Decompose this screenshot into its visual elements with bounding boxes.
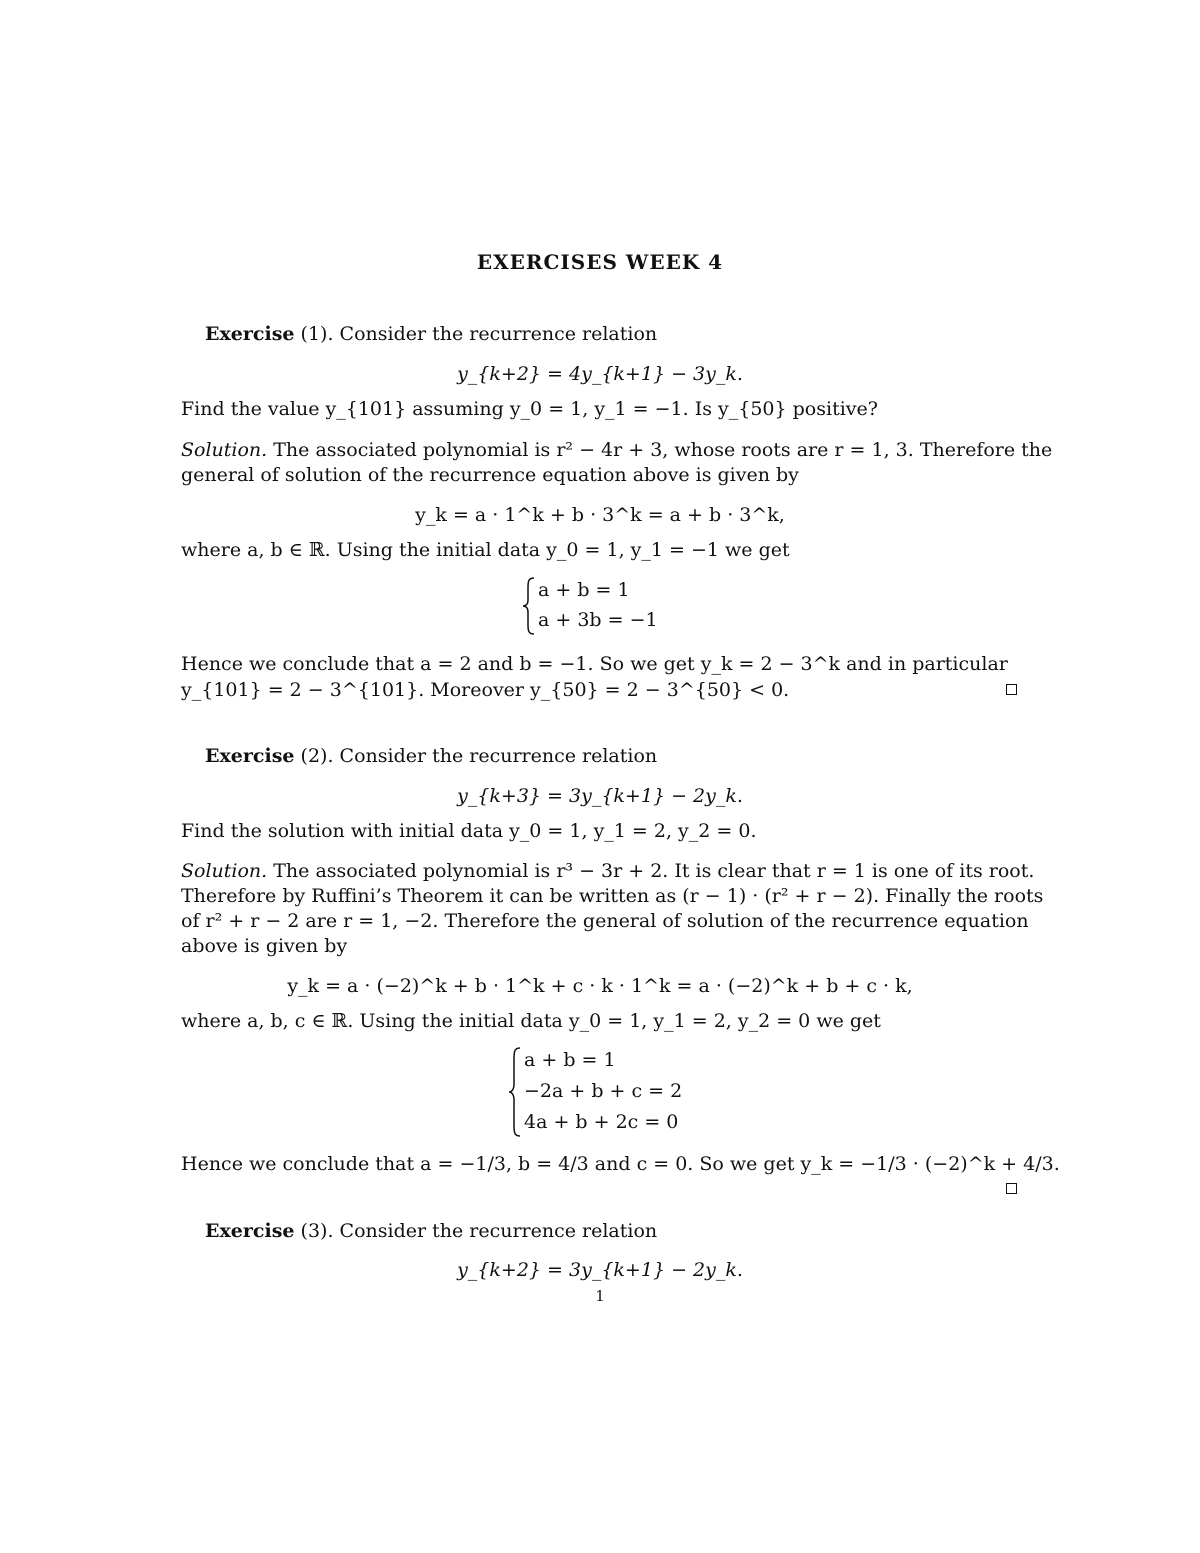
exercise-2-where: where a, b, c ∈ ℝ. Using the initial data y_0 = 1, y_1 = 2, y_2 = 0 we get (181, 1010, 881, 1032)
exercise-2-system (508, 1046, 708, 1138)
page-title: EXERCISES WEEK 4 (476, 250, 724, 274)
system-equation: 4a + b + 2c = 0 (524, 1111, 679, 1133)
qed-square-icon (1006, 1183, 1017, 1194)
system-equation: −2a + b + c = 2 (524, 1080, 683, 1102)
qed-square-icon (1006, 684, 1017, 695)
exercise-2-solution-line-3: of r² + r − 2 are r = 1, −2. Therefore the general of solution of the recurrence equation (181, 910, 1029, 932)
exercise-1-solution-line-1 (181, 438, 1052, 462)
solution-text: The associated polynomial is r³ − 3r + 2. It is clear that r = 1 is one of its root. (273, 860, 1035, 882)
exercise-2-question: Find the solution with initial data y_0 = 1, y_1 = 2, y_2 = 0. (181, 820, 757, 842)
exercise-intro: Consider the recurrence relation (339, 323, 658, 345)
exercise-number: (1). (300, 323, 334, 345)
exercise-3-heading (205, 1219, 657, 1243)
page-number: 1 (595, 1287, 605, 1305)
solution-text: The associated polynomial is r² − 4r + 3, whose roots are r = 1, 3. Therefore the (273, 439, 1053, 461)
exercise-1-conclusion-line-2: y_{101} = 2 − 3^{101}. Moreover y_{50} = 2 − 3^{50} < 0. (181, 679, 790, 701)
exercise-1-question: Find the value y_{101} assuming y_0 = 1, y_1 = −1. Is y_{50} positive? (181, 398, 878, 420)
exercise-2-heading (205, 744, 657, 768)
exercise-label: Exercise (205, 1220, 295, 1242)
exercise-1-heading (205, 322, 657, 346)
exercise-2-solution-line-1 (181, 859, 1034, 883)
exercise-1-conclusion-line-1: Hence we conclude that a = 2 and b = −1. So we get y_k = 2 − 3^k and in particular (181, 653, 1008, 675)
system-equation: a + b = 1 (538, 579, 630, 601)
exercise-intro: Consider the recurrence relation (339, 1220, 658, 1242)
exercise-1-where: where a, b ∈ ℝ. Using the initial data y_0 = 1, y_1 = −1 we get (181, 539, 790, 561)
system-equation: a + b = 1 (524, 1049, 616, 1071)
exercise-number: (3). (300, 1220, 334, 1242)
exercise-3-relation: y_{k+2} = 3y_{k+1} − 2y_k. (457, 1259, 743, 1281)
solution-label: Solution. (181, 860, 268, 882)
brace-icon (522, 576, 536, 636)
exercise-intro: Consider the recurrence relation (339, 745, 658, 767)
solution-label: Solution. (181, 439, 268, 461)
exercise-1-system (522, 576, 682, 636)
system-equation: a + 3b = −1 (538, 609, 658, 631)
exercise-label: Exercise (205, 745, 295, 767)
exercise-2-general-solution: y_k = a · (−2)^k + b · 1^k + c · k · 1^k = a · (−2)^k + b + c · k, (287, 975, 913, 997)
exercise-1-general-solution: y_k = a · 1^k + b · 3^k = a + b · 3^k, (415, 504, 785, 526)
exercise-2-solution-line-2: Therefore by Ruffini’s Theorem it can be written as (r − 1) · (r² + r − 2). Finally the roots (181, 885, 1044, 907)
brace-icon (508, 1046, 522, 1138)
exercise-2-solution-line-4: above is given by (181, 935, 348, 957)
exercise-2-conclusion-line-1: Hence we conclude that a = −1/3, b = 4/3 and c = 0. So we get y_k = −1/3 · (−2)^k + 4/3. (181, 1153, 1060, 1175)
exercise-label: Exercise (205, 323, 295, 345)
exercise-number: (2). (300, 745, 334, 767)
exercise-1-solution-line-2: general of solution of the recurrence equation above is given by (181, 464, 799, 486)
exercise-2-relation: y_{k+3} = 3y_{k+1} − 2y_k. (457, 785, 743, 807)
exercise-1-relation: y_{k+2} = 4y_{k+1} − 3y_k. (457, 363, 743, 385)
